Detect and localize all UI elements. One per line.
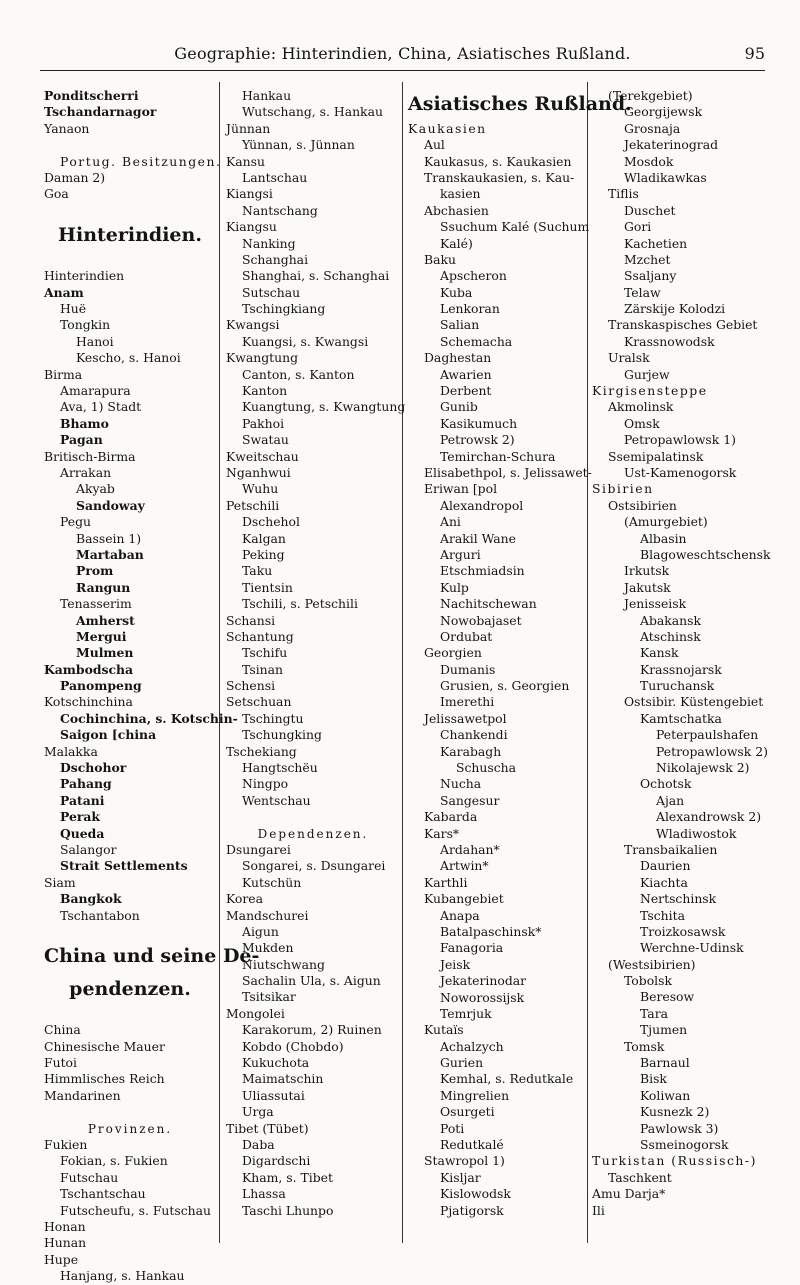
index-entry: Albasin [640,530,687,546]
index-entry: Grusien, s. Georgien [440,678,570,694]
index-entry: Salian [440,317,480,333]
index-entry: Atschinsk [640,628,701,644]
index-entry: Karakorum, 2) Ruinen [242,1022,382,1038]
index-entry: Alexandrowsk 2) [656,809,762,825]
index-entry: Peking [242,546,285,562]
index-entry: Kulp [440,579,469,595]
index-entry: Ssmeinogorsk [640,1137,729,1152]
index-entry: Omsk [624,415,660,431]
index-entry: Portug. Besitzungen. [60,153,222,169]
index-entry: Salangor [60,841,117,857]
index-entry: Hupe [44,1251,79,1267]
index-entry: Anapa [440,907,480,923]
index-entry: Kiachta [640,874,688,890]
index-entry: Baku [424,251,456,267]
index-entry: Wladikawkas [624,169,707,185]
index-entry: Amherst [76,612,135,628]
index-entry: Derbent [440,383,492,399]
index-entry: Transkaspisches Gebiet [608,317,758,333]
index-entry: Imerethi [440,694,495,710]
index-entry: Daghestan [424,350,492,366]
page-number: 95 [744,44,765,63]
index-entry: Transkaukasien, s. Kau- [424,169,575,185]
index-entry: Turkistan (Russisch-) [592,1153,757,1169]
index-entry: Kweitschau [226,448,299,464]
index-entry: Kalgan [242,530,286,546]
index-entry: Wuhu [242,481,279,497]
index-entry: Ardahan* [440,841,500,857]
header-rule [40,70,765,71]
index-entry: Apscheron [440,268,507,284]
index-entry: Schemacha [440,333,513,349]
index-entry: Futschau [60,1169,119,1185]
index-entry: (Terekgebiet) [608,88,693,103]
index-entry: Pagan [60,432,103,448]
index-entry: Maimatschin [242,1071,324,1087]
index-entry: Chankendi [440,727,508,743]
index-entry: Lhassa [242,1186,286,1202]
blank-line [44,203,216,219]
index-entry: Korea [226,891,264,907]
index-entry: Georgien [424,645,482,661]
index-entry: Daurien [640,858,691,874]
index-entry: Petschili [226,497,280,513]
index-entry: Hangtschëu [242,760,318,776]
index-entry: Tibet (Tübet) [226,1120,309,1136]
index-entry: Gurjew [624,366,670,382]
index-entry: Abchasien [424,202,489,218]
index-entry: Krassnojarsk [640,661,722,677]
index-entry: Karthli [424,874,468,890]
index-entry: Elisabethpol, s. Jelissawet- [424,465,592,480]
index-entry: Tschita [640,907,685,923]
index-entry: Malakka [44,743,98,759]
index-entry: Grosnaja [624,120,681,136]
index-entry: Kalé) [440,235,473,251]
index-entry: Futscheufu, s. Futschau [60,1202,212,1218]
index-entry: Schantung [226,628,294,644]
index-entry: Kambodscha [44,661,134,677]
index-entry: Tiflis [608,186,639,202]
index-entry: Tomsk [624,1038,665,1054]
index-entry: Sachalin Ula, s. Aigun [242,973,381,989]
index-entry: Nachitschewan [440,596,537,612]
index-entry: Lantschau [242,169,308,185]
index-entry: Cochinchina, s. Kotschin- [60,710,238,726]
index-entry: (Amurgebiet) [624,514,708,530]
index-entry: Anam [44,284,84,300]
index-entry: Batalpaschinsk* [440,923,542,939]
index-column-4 [592,88,770,1219]
index-entry: Lenkoran [440,301,500,317]
index-entry: Tsinan [242,661,284,677]
index-entry: Irkutsk [624,563,670,579]
index-entry: Tenasserim [60,596,132,612]
index-entry: Krassnowodsk [624,333,715,349]
index-entry: Kemhal, s. Redutkale [440,1071,574,1087]
index-entry: Hanoi [76,333,114,349]
index-entry: Dumanis [440,661,496,677]
index-entry: Taschi Lhunpo [242,1202,334,1218]
index-entry: Kutaïs [424,1022,464,1038]
index-entry: Sandoway [76,497,145,513]
index-entry: Mosdok [624,153,674,169]
index-entry: Kamtschatka [640,710,722,726]
index-entry: Niutschwang [242,956,325,972]
index-entry: Tschantabon [60,907,140,923]
index-entry: Ili [592,1202,605,1218]
index-entry: Futoi [44,1055,77,1071]
index-entry: Telaw [624,284,661,300]
index-entry: Nowobajaset [440,612,522,628]
index-entry: Tschantschau [60,1186,146,1202]
index-entry: Tobolsk [624,973,672,989]
index-entry: Pjatigorsk [440,1202,504,1218]
index-entry: Gori [624,219,652,235]
index-entry: Kobdo (Chobdo) [242,1038,344,1054]
index-entry: Yünnan, s. Jünnan [242,137,355,153]
index-entry: Strait Settlements [60,858,188,874]
index-entry: Kars* [424,825,460,841]
blank-line [44,1006,216,1022]
index-entry: Saigon [china [60,727,157,743]
index-entry: Uralsk [608,350,650,366]
index-entry: Panompeng [60,678,142,694]
index-entry: Wutschang, s. Hankau [242,104,383,120]
index-entry: Ani [440,514,461,530]
index-entry: Uliassutai [242,1087,305,1103]
index-entry: Stawropol 1) [424,1153,505,1169]
index-entry: Bassein 1) [76,530,142,546]
index-entry: Koliwan [640,1087,691,1103]
blank-line [44,924,216,940]
index-entry: Digardschi [242,1153,311,1169]
index-entry: Ponditscherri [44,88,139,103]
index-entry: Kaukasien [408,120,487,136]
blank-line [226,809,400,825]
index-entry: Petropawlowsk 2) [656,743,768,759]
section-heading: Asiatisches Rußland. [408,93,632,115]
index-entry: Troizkosawsk [640,923,726,939]
index-entry: Nanking [242,235,296,251]
index-entry: Pawlowsk 3) [640,1120,719,1136]
index-entry: Hinterindien [44,268,125,284]
column-divider [219,82,220,1243]
index-entry: Amu Darja* [592,1186,666,1202]
running-title: Geographie: Hinterindien, China, Asiatisches Rußland. [174,44,631,63]
index-entry: Hankau [242,88,292,103]
index-entry: Kusnezk 2) [640,1104,710,1120]
index-entry: Petrowsk 2) [440,432,515,448]
index-entry: China [44,1022,81,1038]
index-entry: Nantschang [242,202,318,218]
index-entry: Shanghai, s. Schanghai [242,268,390,284]
index-entry: Fokian, s. Fukien [60,1153,168,1169]
index-entry: Jakutsk [624,579,671,595]
index-entry: Urga [242,1104,274,1120]
index-entry: Ssuchum Kalé (Suchum [440,219,590,235]
index-entry: Kuba [440,284,473,300]
index-entry: Jenisseisk [624,596,687,612]
index-entry: Arguri [440,546,481,562]
subsection-heading: Provinzen. [87,1121,173,1136]
index-entry: Turuchansk [640,678,715,694]
index-entry: Tara [640,1005,668,1021]
index-entry: Amarapura [60,383,131,399]
index-entry: Zärskije Kolodzi [624,301,726,317]
index-entry: Swatau [242,432,289,448]
index-entry: Dsungarei [226,841,291,857]
index-entry: Sibirien [592,481,654,497]
index-entry: Awarien [440,366,492,382]
index-entry: Kasikumuch [440,415,518,431]
index-entry: Temirchan-Schura [440,448,556,464]
index-entry: Canton, s. Kanton [242,366,355,382]
index-entry: Ava, 1) Stadt [60,399,142,415]
index-entry: Mergui [76,628,127,644]
index-entry: Ostsibirien [608,497,677,513]
index-entry: Duschet [624,202,676,218]
index-entry: Ochotsk [640,776,692,792]
index-entry: Hanjang, s. Hankau [60,1268,185,1284]
index-entry: Kham, s. Tibet [242,1169,333,1185]
index-entry: Tschekiang [226,743,297,759]
index-entry: Queda [60,825,105,841]
index-entry: Tschingtu [242,710,304,726]
index-entry: Prom [76,563,114,579]
index-entry: Fanagoria [440,940,504,956]
section-heading: Hinterindien. [58,224,202,247]
index-entry: Jelissawetpol [424,710,507,726]
index-entry: Mukden [242,940,294,956]
index-entry: Schuscha [456,760,517,776]
index-entry: Temrjuk [440,1005,492,1021]
index-entry: Hunan [44,1235,87,1251]
index-entry: Songarei, s. Dsungarei [242,858,386,874]
index-entry: Daba [242,1137,275,1152]
index-entry: Kubangebiet [424,891,504,907]
index-entry: Tschingkiang [242,301,326,317]
index-entry: Redutkalé [440,1137,504,1153]
index-entry: Kirgisensteppe [592,383,708,399]
index-entry: Jünnan [226,120,271,136]
index-entry: Honan [44,1219,86,1234]
index-entry: Schanghai [242,251,309,267]
section-heading: pendenzen. [69,978,191,1001]
index-entry: Taschkent [608,1169,672,1185]
index-entry: Etschmiadsin [440,563,525,579]
index-entry: Georgijewsk [624,104,703,120]
index-entry: Ordubat [440,628,493,644]
index-entry: Jekaterinograd [624,137,719,153]
index-entry: Gurien [440,1055,484,1071]
index-entry: Ajan [656,792,685,808]
index-entry: Yanaon [44,120,90,136]
index-entry: Tongkin [60,317,111,333]
index-entry: Barnaul [640,1055,690,1071]
index-entry: Mingrelien [440,1087,510,1103]
index-entry: Sutschau [242,284,301,300]
index-entry: Taku [242,563,273,579]
index-entry: Schansi [226,612,276,628]
index-entry: Abakansk [640,612,702,628]
index-entry: Wladiwostok [656,825,737,841]
index-entry: Jeisk [440,956,471,972]
index-entry: Schensi [226,678,276,694]
index-entry: Kansk [640,645,679,661]
index-entry: Bangkok [60,891,122,907]
index-entry: Kisljar [440,1169,481,1185]
index-entry: Bisk [640,1071,667,1087]
index-entry: Kwangtung [226,350,299,366]
index-entry: Artwin* [440,858,489,874]
index-entry: Blagoweschtschensk [640,546,771,562]
index-entry: Mongolei [226,1005,285,1021]
index-entry: Tschandarnagor [44,104,157,120]
index-entry: Aul [424,137,445,153]
index-entry: Dschohor [60,760,127,776]
index-entry: Pahang [60,776,112,792]
index-entry: Tschili, s. Petschili [242,596,358,612]
index-entry: Britisch-Birma [44,448,136,464]
index-entry: Mandarinen [44,1087,121,1103]
index-entry: Ningpo [242,776,289,792]
index-entry: Sangesur [440,792,500,808]
index-entry: Peterpaulshafen [656,727,759,743]
index-entry: Chinesische Mauer [44,1038,165,1054]
index-entry: Bhamo [60,415,109,431]
index-entry: Kislowodsk [440,1186,511,1202]
index-entry: Karabagh [440,743,502,759]
section-heading: China und seine De- [44,945,260,968]
index-entry: Tschungking [242,727,322,743]
index-entry: Achalzych [440,1038,504,1054]
index-entry: Mulmen [76,645,134,661]
index-entry: Kwangsi [226,317,280,333]
index-entry: Pakhoi [242,415,285,431]
index-entry: Kutschün [242,874,302,890]
index-entry: Nertschinsk [640,891,717,907]
index-entry: Ssemipalatinsk [608,448,704,464]
index-entry: kasien [440,186,481,202]
index-entry: Jekaterinodar [440,973,527,989]
index-entry: Ssaljany [624,268,677,284]
index-entry: Perak [60,809,101,825]
index-entry: Nikolajewsk 2) [656,760,750,776]
index-entry: Kuangsi, s. Kwangsi [242,333,369,349]
blank-line [44,1104,216,1120]
index-entry: Kachetien [624,235,688,251]
blank-line [44,137,216,153]
index-entry: Aigun [242,923,279,939]
index-entry: Beresow [640,989,695,1005]
index-entry: Noworossijsk [440,989,525,1005]
index-entry: Gunib [440,399,478,415]
index-entry: Patani [60,792,105,808]
index-entry: Tientsin [242,579,293,595]
index-entry: Birma [44,366,83,382]
index-entry: Kabarda [424,809,478,825]
index-entry: Goa [44,186,69,202]
index-entry: Alexandropol [440,497,524,513]
index-entry: Nganhwui [226,464,291,480]
index-entry: Petropawlowsk 1) [624,432,736,448]
index-entry: Huë [60,301,87,317]
index-entry: Tschifu [242,645,288,661]
index-entry: Eriwan [pol [424,481,498,497]
index-column-2 [226,88,406,1219]
index-entry: Tsitsikar [242,989,296,1005]
index-entry: Werchne-Udinsk [640,940,744,956]
index-entry: Akmolinsk [608,399,674,415]
index-entry: Ust-Kamenogorsk [624,464,737,480]
index-entry: Mandschurei [226,907,309,923]
blank-line [44,252,216,268]
index-entry: Arakil Wane [440,530,516,546]
index-entry: Kiangsu [226,219,277,235]
index-entry: Kescho, s. Hanoi [76,350,181,366]
index-entry: Osurgeti [440,1104,495,1120]
index-entry: Akyab [76,481,115,497]
index-entry: Daman 2) [44,169,106,185]
index-entry: Mzchet [624,251,671,267]
index-entry: Kotschinchina [44,694,133,710]
index-entry: Kuangtung, s. Kwangtung [242,399,406,415]
index-entry: Martaban [76,546,144,562]
index-entry: Arrakan [60,465,112,480]
index-entry: Kiangsi [226,186,273,202]
index-entry: Dschehol [242,514,300,530]
column-divider [587,82,588,1243]
index-entry: Kukuchota [242,1055,310,1071]
index-entry: Kansu [226,153,265,169]
index-entry: Fukien [44,1137,88,1153]
page-header [40,44,765,68]
index-entry: Wentschau [242,792,311,808]
index-entry: (Westsibirien) [608,956,696,972]
index-entry: Rangun [76,579,131,595]
index-entry: Pegu [60,514,92,530]
index-entry: Ostsibir. Küstengebiet [624,694,764,710]
index-entry: Himmlisches Reich [44,1071,165,1087]
index-entry: Nucha [440,776,482,792]
index-entry: Kaukasus, s. Kaukasien [424,153,572,169]
index-entry: Siam [44,874,76,890]
index-entry: Kanton [242,383,288,399]
index-entry: Setschuan [226,694,292,710]
index-entry: Tjumen [640,1022,688,1038]
index-entry: Transbaikalien [624,841,718,857]
subsection-heading: Dependenzen. [257,826,369,841]
column-divider [402,82,403,1243]
index-entry: Poti [440,1120,465,1136]
